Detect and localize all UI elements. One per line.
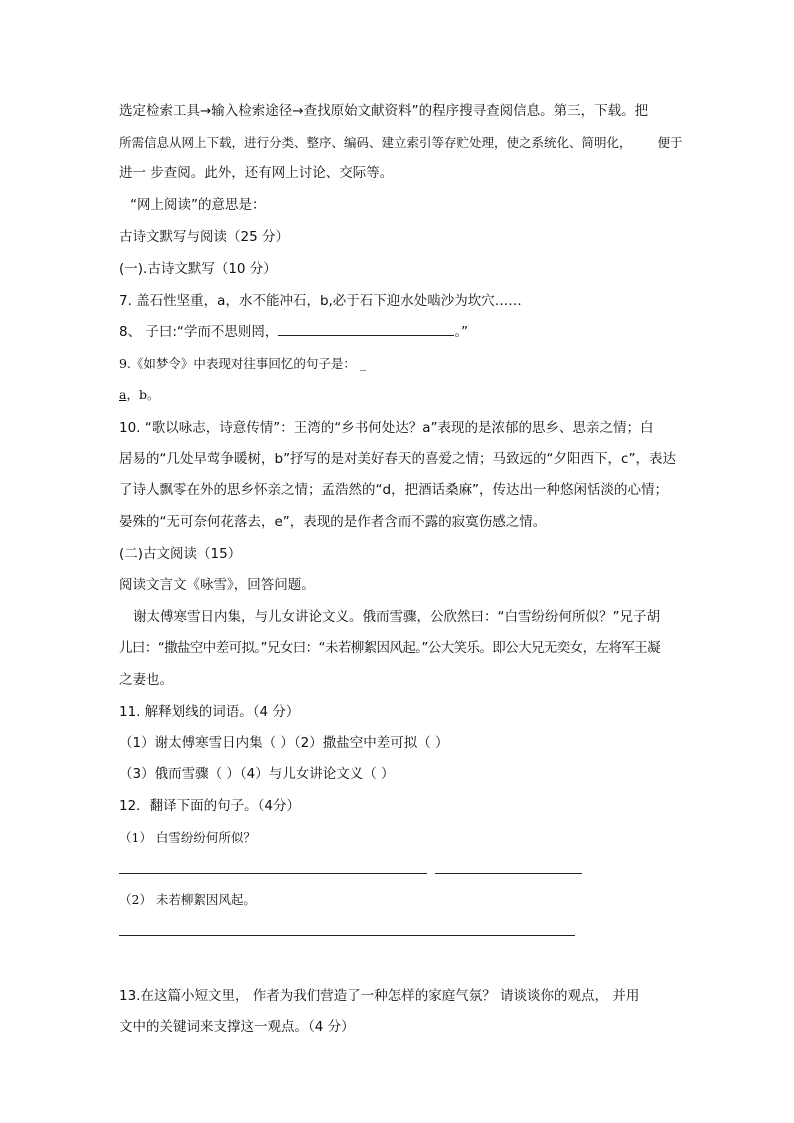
question-9-answers bbox=[119, 386, 159, 404]
answer-line[interactable] bbox=[435, 873, 582, 874]
text-line: 了诗人飘零在外的思乡怀亲之情；孟浩然的“d，把酒话桑麻”，传达出一种悠闲恬淡的心情； bbox=[119, 482, 669, 498]
question-text: 9.《如梦令》中表现对往事回忆的句子是： bbox=[119, 356, 356, 371]
text-line: 晏殊的“无可奈何花落去，e”，表现的是作者含而不露的寂寞伤感之情。 bbox=[119, 514, 547, 530]
section-heading: 古诗文默写与阅读（25 分） bbox=[119, 229, 289, 245]
text-line: 进一 步查阅。此外，还有网上讨论、交际等。 bbox=[119, 165, 394, 181]
question-11-item: （3）俄而雪骤（ ）（4）与儿女讲论文义（ ） bbox=[119, 766, 395, 782]
question-12-item: （1） 白雪纷纷何所似？ bbox=[119, 830, 256, 845]
text-span: 所需信息从网上下载，进行分类、整序、编码、建立索引等存贮处理，使之系统化、简明化， bbox=[119, 135, 632, 150]
instruction-text: 阅读文言文《咏雪》，回答问题。 bbox=[119, 577, 315, 593]
passage-text: 谢太傅寒雪日内集，与儿女讲论文义。俄而雪骤，公欣然曰：“白雪纷纷何所似？”兄子胡 bbox=[133, 609, 660, 625]
passage-text: 儿曰：“撒盐空中差可拟。”兄女曰：“未若柳絮因风起。”公大笑乐。即公大兄无奕女，左将军王凝 bbox=[119, 640, 660, 656]
answer-blank[interactable] bbox=[278, 323, 454, 336]
question-11-item: （1）谢太傅寒雪日内集（ ）（2）撒盐空中差可拟（ ） bbox=[119, 735, 449, 751]
subsection-heading: (一).古诗文默写（10 分） bbox=[119, 261, 277, 277]
question-9 bbox=[119, 355, 366, 373]
answer-label: a bbox=[119, 387, 127, 402]
question-10: 10. “歌以咏志，诗意传情”：王湾的“乡书何处达？a”表现的是浓郁的思乡、思亲之情；白 bbox=[119, 420, 654, 436]
question-text: 。” bbox=[454, 324, 469, 340]
text-line: 文中的关键词来支撑这一观点。（4 分） bbox=[119, 1019, 355, 1035]
question-prompt: “网上阅读”的意思是： bbox=[130, 197, 266, 213]
question-11: 11. 解释划线的词语。（4 分） bbox=[119, 704, 300, 720]
text-span: 便于 bbox=[657, 135, 683, 150]
text-line: 居易的“几处早莺争暖树，b”抒写的是对美好春天的喜爱之情；马致远的“夕阳西下，c”，表达 bbox=[119, 451, 676, 467]
question-text: 8、 子曰:“学而不思则罔， bbox=[119, 324, 279, 340]
question-8 bbox=[119, 323, 468, 341]
answer-blank[interactable]: _ bbox=[359, 356, 367, 371]
answer-line[interactable] bbox=[119, 873, 427, 874]
subsection-heading: (二)古文阅读（15） bbox=[119, 546, 242, 562]
answer-label: ，b。 bbox=[126, 387, 160, 402]
question-12-item: （2） 未若柳絮因风起。 bbox=[119, 892, 256, 907]
question-13: 13.在这篇小短文里， 作者为我们营造了一种怎样的家庭气氛？ 请谈谈你的观点， 并用 bbox=[119, 988, 640, 1004]
passage-text: 之妻也。 bbox=[119, 672, 173, 688]
text-line: 选定检索工具→输入检索途径→查找原始文献资料”的程序搜寻查阅信息。第三，下载。把 bbox=[119, 103, 649, 119]
question-12: 12．翻译下面的句子。（4分） bbox=[119, 798, 301, 814]
text-line bbox=[119, 134, 683, 152]
question-7: 7. 盖石性坚重，a，水不能冲石，b,必于石下迎水处啮沙为坎穴…… bbox=[119, 293, 522, 309]
answer-line[interactable] bbox=[119, 935, 575, 936]
